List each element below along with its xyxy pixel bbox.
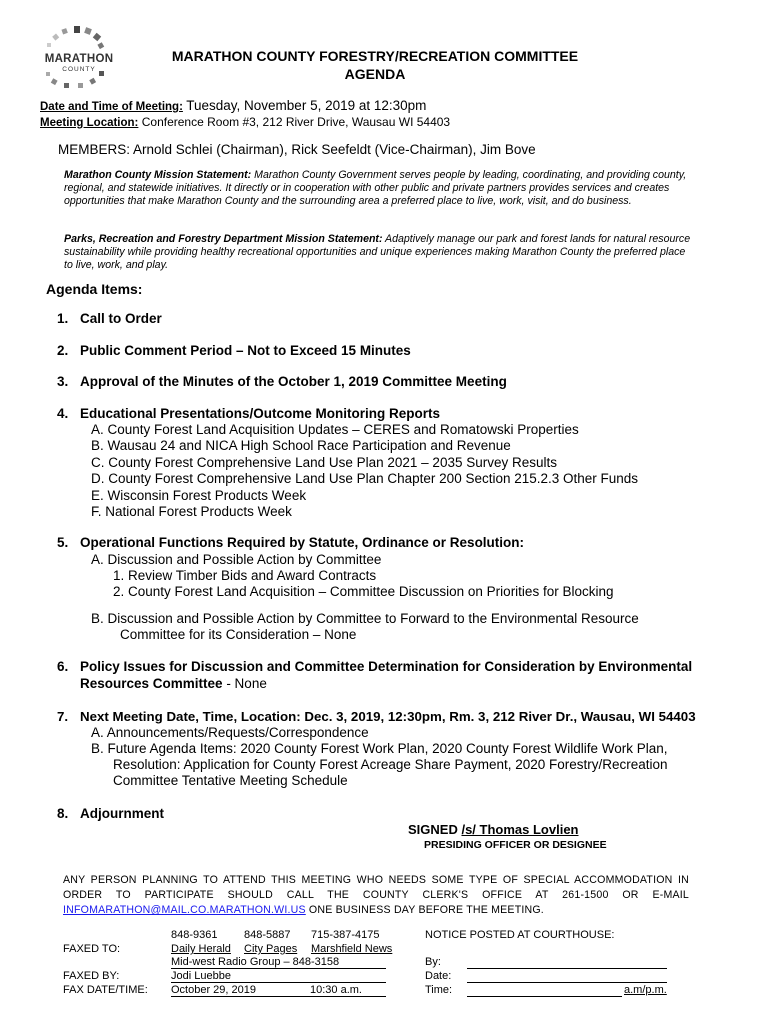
clerk-email-link[interactable]: INFOMARATHON@MAIL.CO.MARATHON.WI.US	[63, 904, 306, 916]
subitem: B. Wausau 24 and NICA High School Race Participation and Revenue	[91, 438, 511, 454]
item-number: 3.	[57, 374, 69, 389]
agenda-item-8	[57, 806, 164, 821]
page-title	[110, 47, 640, 83]
agenda-item-1	[57, 311, 162, 326]
item-title: Operational Functions Required by Statute, Ordinance or Resolution:	[80, 535, 525, 550]
item-number: 7.	[57, 709, 69, 724]
meeting-date-value: Tuesday, November 5, 2019 at 12:30pm	[186, 98, 427, 113]
agenda-item-2	[57, 343, 411, 358]
item-number: 2.	[57, 343, 69, 358]
newspaper: City Pages	[244, 943, 298, 955]
item-title: Call to Order	[80, 311, 162, 326]
subitem: C. County Forest Comprehensive Land Use Plan 2021 – 2035 Survey Results	[91, 454, 558, 470]
subitem: F. National Forest Products Week	[91, 504, 292, 520]
title-line-1: MARATHON COUNTY FORESTRY/RECREATION COMMITTEE	[171, 48, 579, 64]
item-number: 6.	[57, 659, 69, 674]
parks-mission-text: Adaptively manage our park and forest lands for natural resource sustainability while providing healthy recreational opportunities and unique experiences making Marathon County the preferred place to live, work, and play.	[64, 233, 691, 271]
logo-text-marathon: MARATHON	[44, 53, 114, 65]
fax-time: 10:30 a.m.	[310, 984, 362, 996]
item-title: Public Comment Period – Not to Exceed 15 Minutes	[80, 343, 411, 358]
posted-by-label: By:	[425, 956, 441, 968]
agenda-item-5	[57, 535, 524, 550]
item-4-subitems	[91, 422, 638, 520]
item-number: 4.	[57, 406, 69, 421]
fax-date: October 29, 2019	[171, 984, 257, 996]
logo-text-county: COUNTY	[62, 66, 96, 73]
county-mission-label: Marathon County Mission Statement:	[64, 169, 252, 181]
subitem: Resolution: Application for County Forest Acreage Share Payment, 2020 Forestry/Recreation	[113, 757, 668, 772]
phone-number: 715-387-4175	[311, 929, 380, 941]
ampm-label: a.m/p.m.	[624, 984, 667, 996]
fax-datetime-label: FAX DATE/TIME:	[63, 984, 148, 996]
subitem: B. Future Agenda Items: 2020 County Forest Work Plan, 2020 County Forest Wildlife Work Plan,	[91, 741, 668, 756]
parks-mission-statement	[64, 233, 696, 272]
fax-datetime-value	[171, 984, 386, 997]
faxed-to-label: FAXED TO:	[63, 943, 121, 955]
item-title: Adjournment	[80, 806, 164, 821]
notice-tail: ONE BUSINESS DAY BEFORE THE MEETING.	[305, 904, 544, 916]
meeting-location-value: Conference Room #3, 212 River Drive, Wausau WI 54403	[141, 115, 451, 129]
posted-date-line	[467, 982, 667, 983]
item-title: Resources Committee	[80, 676, 223, 691]
subitem: A. County Forest Land Acquisition Updates – CERES and Romatowski Properties	[91, 422, 579, 437]
agenda-item-7	[57, 709, 696, 724]
posted-label: NOTICE POSTED AT COURTHOUSE:	[425, 929, 615, 941]
marathon-county-logo	[38, 26, 120, 88]
parks-mission-label: Parks, Recreation and Forestry Department Mission Statement:	[64, 233, 383, 245]
posted-time-line	[467, 996, 622, 997]
agenda-item-6-line-2	[80, 676, 267, 691]
item-number: 1.	[57, 311, 69, 326]
item-title: Approval of the Minutes of the October 1, 2019 Committee Meeting	[80, 374, 507, 389]
item-number: 5.	[57, 535, 69, 550]
posted-time-label: Time:	[425, 984, 453, 996]
phone-number: 848-5887	[244, 929, 291, 941]
accommodation-notice	[63, 873, 689, 918]
meeting-date-label: Date and Time of Meeting:	[40, 101, 183, 113]
subitem: D. County Forest Comprehensive Land Use Plan Chapter 200 Section 215.2.3 Other Funds	[91, 471, 639, 487]
subitem: A. Discussion and Possible Action by Committee	[91, 552, 382, 567]
subitem: A. Announcements/Requests/Correspondence	[91, 725, 369, 740]
county-mission-text: Marathon County Government serves people by leading, coordinating, and providing county, regional, and statewide initiatives. It directly or in cooperation with other public and private partners provides services and creates opportunities that make Marathon County and the surrounding area a preferred place to live, work, visit, and do business.	[64, 169, 687, 207]
subitem: B. Discussion and Possible Action by Committee to Forward to the Environmental Resource	[91, 611, 639, 626]
item-number: 8.	[57, 806, 69, 821]
faxed-by-value: Jodi Luebbe	[171, 970, 386, 983]
item-title-tail: - None	[222, 676, 267, 691]
subitem: Committee Tentative Meeting Schedule	[113, 773, 348, 788]
title-line-2: AGENDA	[344, 66, 406, 82]
radio-group: Mid-west Radio Group – 848-3158	[171, 956, 386, 969]
item-title: Policy Issues for Discussion and Committee Determination for Consideration by Environmental	[80, 659, 693, 674]
subitem: 2. County Forest Land Acquisition – Committee Discussion on Priorities for Blocking	[113, 584, 614, 599]
meeting-date-row	[40, 98, 426, 113]
newspaper: Daily Herald	[171, 943, 231, 955]
subitem: E. Wisconsin Forest Products Week	[91, 487, 307, 503]
meeting-location-row	[40, 115, 450, 129]
posted-by-line	[467, 968, 667, 969]
posted-date-label: Date:	[425, 970, 452, 982]
presiding-officer-label: PRESIDING OFFICER OR DESIGNEE	[424, 839, 607, 851]
subitem: Committee for its Consideration – None	[120, 627, 357, 642]
faxed-by-label: FAXED BY:	[63, 970, 120, 982]
signer-name: /s/ Thomas Lovlien	[461, 822, 579, 837]
notice-text: ANY PERSON PLANNING TO ATTEND THIS MEETING WHO NEEDS SOME TYPE OF SPECIAL ACCOMMODATION IN ORDER TO PARTICIPATE SHOULD CALL THE COUNTY CLERK'S OFFICE AT 261-1500 OR E-MAIL	[63, 874, 689, 901]
agenda-item-4	[57, 406, 440, 421]
signed-prefix: SIGNED	[408, 822, 462, 837]
signature-line	[408, 822, 579, 837]
members-list: MEMBERS: Arnold Schlei (Chairman), Rick Seefeldt (Vice-Chairman), Jim Bove	[58, 142, 536, 157]
agenda-item-3	[57, 374, 507, 389]
phone-number: 848-9361	[171, 929, 218, 941]
item-title: Educational Presentations/Outcome Monitoring Reports	[80, 406, 441, 421]
county-mission-statement	[64, 169, 696, 208]
meeting-location-label: Meeting Location:	[40, 117, 139, 129]
agenda-item-6	[57, 659, 692, 674]
agenda-heading: Agenda Items:	[46, 281, 143, 297]
subitem: 1. Review Timber Bids and Award Contracts	[113, 568, 377, 583]
newspaper: Marshfield News	[311, 943, 393, 955]
item-title: Next Meeting Date, Time, Location: Dec. 3, 2019, 12:30pm, Rm. 3, 212 River Dr., Wausau, WI 54403	[80, 709, 696, 724]
